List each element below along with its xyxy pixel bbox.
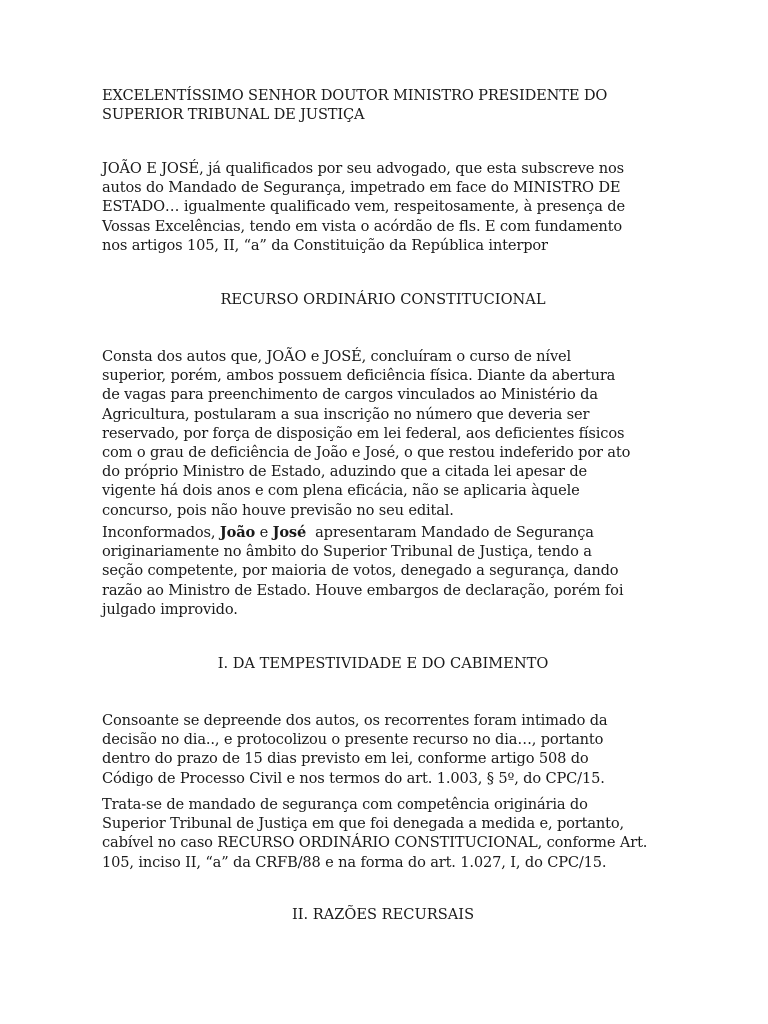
facts2-line: julgado improvido. xyxy=(102,600,238,618)
facts-line: reservado, por força de disposição em lei federal, aos deficientes físicos xyxy=(102,424,625,442)
intro-paragraph xyxy=(102,159,674,255)
facts2-first-line xyxy=(102,523,674,542)
tempestividade-line: Consoante se depreende dos autos, os recorrentes foram intimado da xyxy=(102,712,608,729)
facts2-rest: apresentaram Mandado de Segurança xyxy=(306,524,594,541)
section-title-tempestividade: I. DA TEMPESTIVIDADE E DO CABIMENTO xyxy=(217,655,549,672)
facts-line: com o grau de deficiência de João e José, o que restou indeferido por ato xyxy=(102,444,631,462)
cabimento-line: 105, inciso II, “a” da CRFB/88 e na forma do art. 1.027, I, do CPC/15. xyxy=(102,853,607,871)
tempestividade-line: dentro do prazo de 15 dias previsto em lei, conforme artigo 508 do xyxy=(102,750,589,768)
intro-line: nos artigos 105, II, “a” da Constituição da República interpor xyxy=(102,236,548,254)
facts-line: Consta dos autos que, JOÃO e JOSÉ, concluíram o curso de nível xyxy=(102,348,572,365)
intro-line: autos do Mandado de Segurança, impetrado em face do MINISTRO DE xyxy=(102,179,621,197)
address-line: SUPERIOR TRIBUNAL DE JUSTIÇA xyxy=(102,106,365,124)
facts2-prefix: Inconformados, xyxy=(102,524,220,541)
address-block xyxy=(102,86,674,124)
intro-line: ESTADO… igualmente qualificado vem, respeitosamente, à presença de xyxy=(102,198,625,216)
facts-line: concurso, pois não houve previsão no seu edital. xyxy=(102,501,454,519)
facts-line: de vagas para preenchimento de cargos vinculados ao Ministério da xyxy=(102,386,598,404)
facts-line: do próprio Ministro de Estado, aduzindo que a citada lei apesar de xyxy=(102,463,588,481)
facts-line: Agricultura, postularam a sua inscrição no número que deveria ser xyxy=(102,405,590,423)
cabimento-line: Trata-se de mandado de segurança com competência originária do xyxy=(102,796,588,813)
facts2-line: originariamente no âmbito do Superior Tribunal de Justiça, tendo a xyxy=(102,543,592,561)
name-jose: José xyxy=(272,524,307,541)
tempestividade-line: decisão no dia.., e protocolizou o presente recurso no dia…, portanto xyxy=(102,731,604,749)
section-title-razoes: II. RAZÕES RECURSAIS xyxy=(291,906,475,923)
tempestividade-line: Código de Processo Civil e nos termos do art. 1.003, § 5º, do CPC/15. xyxy=(102,769,605,787)
name-joao: João xyxy=(219,524,256,541)
address-line: EXCELENTÍSSIMO SENHOR DOUTOR MINISTRO PRESIDENTE DO xyxy=(102,87,608,104)
facts-paragraph-2 xyxy=(102,523,674,619)
cabimento-line: Superior Tribunal de Justiça em que foi denegada a medida e, portanto, xyxy=(102,815,624,833)
facts-paragraph xyxy=(102,347,674,520)
facts2-line: seção competente, por maioria de votos, denegado a segurança, dando xyxy=(102,562,619,580)
facts2-conj: e xyxy=(255,524,273,541)
facts2-line: razão ao Ministro de Estado. Houve embargos de declaração, porém foi xyxy=(102,581,624,599)
tempestividade-paragraph xyxy=(102,711,674,788)
intro-line: Vossas Excelências, tendo em vista o acórdão de fls. E com fundamento xyxy=(102,217,623,235)
intro-line: JOÃO E JOSÉ, já qualificados por seu advogado, que esta subscreve nos xyxy=(102,160,624,177)
cabimento-paragraph xyxy=(102,795,674,872)
document-title: RECURSO ORDINÁRIO CONSTITUCIONAL xyxy=(220,291,546,308)
cabimento-line: cabível no caso RECURSO ORDINÁRIO CONSTITUCIONAL, conforme Art. xyxy=(102,834,648,852)
facts-line: vigente há dois anos e com plena eficácia, não se aplicaria àquele xyxy=(102,482,580,500)
facts-line: superior, porém, ambos possuem deficiência física. Diante da abertura xyxy=(102,367,616,385)
